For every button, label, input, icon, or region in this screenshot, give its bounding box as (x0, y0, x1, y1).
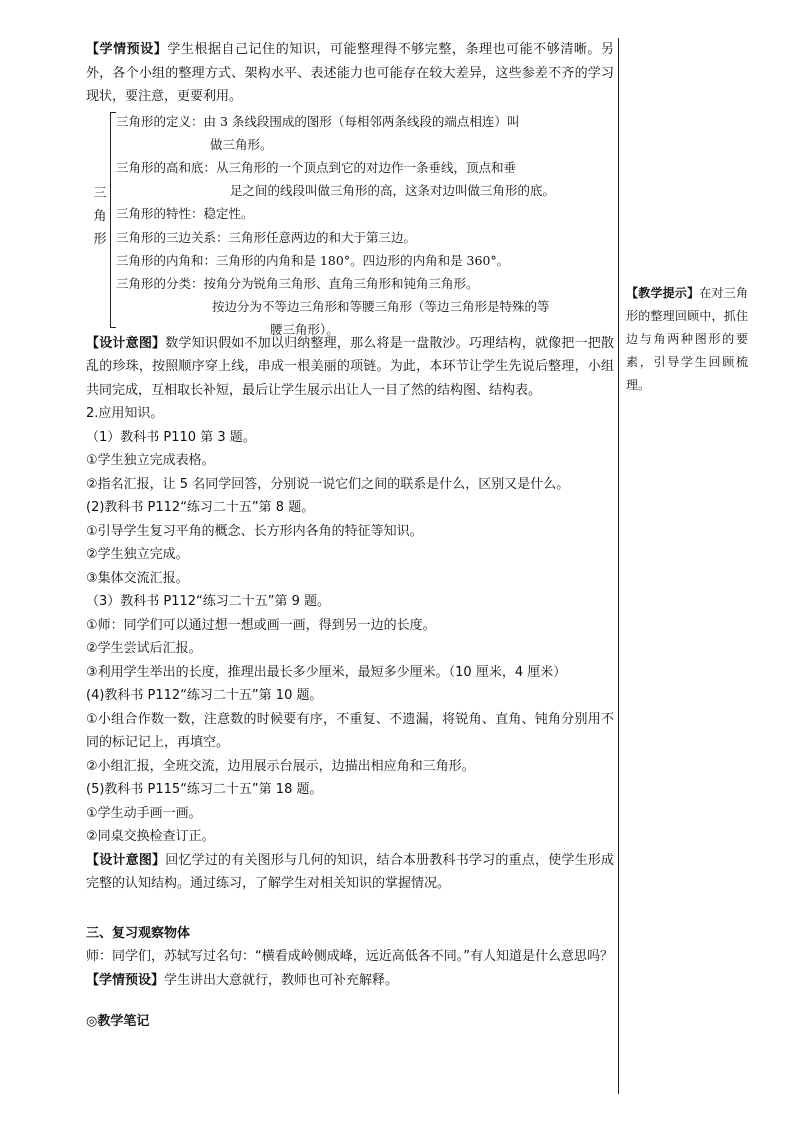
line: ①小组合作数一数，注意数的时候要有序，不重复、不遗漏，将锐角、直角、钝角分别用不同的标记记上，再填空。 (86, 711, 614, 750)
line: ②学生尝试后汇报。 (86, 641, 202, 656)
line: ③集体交流汇报。 (86, 570, 189, 586)
line: （1）教科书 P110 第 3 题。 (86, 429, 256, 445)
text-design-intent: 数学知识假如不加以归纳整理，那么将是一盘散沙。巧理结构，就像把一把散乱的珍珠，按照顺序穿上线，串成一根美丽的项链。为此，本环节让学生先说后整理，小组共同完成，互相取长补短，最后让学生展示出让人一目了然的结构图、结构表。 (86, 335, 614, 398)
triangle-knowledge-tree (86, 110, 614, 338)
tree-line: 足之间的线段叫做三角形的高，这条对边叫做三角形的底。 (230, 183, 556, 199)
line: (4)教科书 P112“练习二十五”第 10 题。 (86, 688, 323, 703)
tree-line: 三角形的三边关系：三角形任意两边的和大于第三边。 (116, 229, 417, 245)
tree-line: 三角形的内角和：三角形的内角和是 180°。四边形的内角和是 360°。 (116, 252, 510, 268)
tree-line: 腰三角形）。 (270, 322, 339, 338)
tree-line: 三角形的特性：稳定性。 (116, 206, 254, 222)
section-heading: 三、复习观察物体 (86, 925, 191, 941)
sidebar-teaching-tip (626, 282, 748, 397)
tree-line: 三角形的定义：由 3 条线段围成的图形（每相邻两条线段的端点相连）叫 (116, 113, 520, 129)
margin-divider (618, 38, 619, 1094)
text-student-preview: 学生讲出大意就行，教师也可补充解释。 (164, 972, 399, 988)
sidebar-tag: 【教学提示】 (626, 286, 700, 300)
tag-design-intent: 【设计意图】 (86, 852, 166, 868)
line: ②指名汇报，让 5 名同学回答，分别说一说它们之间的联系是什么，区别又是什么。 (86, 476, 570, 492)
spacer (86, 896, 614, 922)
line: ②学生独立完成。 (86, 547, 189, 562)
tree-line: 三角形的高和底：从三角形的一个顶点到它的对边作一条垂线，顶点和垂 (116, 159, 517, 175)
tree-line: 做三角形。 (210, 136, 273, 152)
line: ②同桌交换检查订正。 (86, 829, 215, 844)
tree-line: 三角形的分类：按角分为锐角三角形、直角三角形和钝角三角形。 (116, 275, 479, 291)
line: (5)教科书 P115“练习二十五”第 18 题。 (86, 782, 323, 797)
line: ①师：同学们可以通过想一想或画一画，得到另一边的长度。 (86, 617, 436, 633)
line: （3）教科书 P112“练习二十五”第 9 题。 (86, 594, 331, 609)
line: ③利用学生举出的长度，推理出最长多少厘米，最短多少厘米。（10 厘米，4 厘米） (86, 664, 567, 680)
line: 2.应用知识。 (86, 406, 164, 421)
tag-design-intent: 【设计意图】 (86, 335, 166, 351)
line: ①引导学生复习平角的概念、长方形内各角的特征等知识。 (86, 523, 423, 539)
line: ①学生独立完成表格。 (86, 453, 215, 468)
tag-student-preview: 【学情预设】 (86, 972, 165, 988)
paragraph-design-intent-1 (86, 332, 614, 403)
line: (2)教科书 P112“练习二十五”第 8 题。 (86, 500, 315, 515)
text-design-intent: 回忆学过的有关图形与几何的知识，结合本册教科书学习的重点，使学生形成完整的认知结构。通过练习，了解学生对相关知识的掌握情况。 (86, 852, 614, 891)
tree-title: 三角形 (93, 185, 107, 247)
line: ①学生动手画一画。 (86, 805, 202, 821)
spacer (86, 992, 614, 1010)
paragraph-student-preview (86, 38, 614, 109)
tag-student-preview: 【学情预设】 (86, 42, 168, 57)
teaching-notes-heading: ◎教学笔记 (86, 1014, 150, 1029)
paragraph-student-preview-2 (86, 969, 614, 993)
line: ②小组汇报，全班交流，边用展示台展示，边描出相应角和三角形。 (86, 758, 475, 774)
tree-lines (116, 110, 616, 342)
paragraph-design-intent-2 (86, 849, 614, 896)
sidebar-text: 在对三角形的整理回顾中，抓住边与角两种图形的要素，引导学生回顾梳理。 (626, 286, 748, 392)
text-student-preview: 学生根据自己记住的知识，可能整理得不够完整，条理也可能不够清晰。另外，各个小组的整理方式、架构水平、表述能力也可能存在较大差异，这些参差不齐的学习现状，要注意，更要利用。 (86, 42, 614, 104)
tree-line: 按边分为不等边三角形和等腰三角形（等边三角形是特殊的等 (212, 299, 550, 315)
line: 师：同学们，苏轼写过名句：“横看成岭侧成峰，远近高低各不同。”有人知道是什么意思吗？ (86, 949, 613, 964)
main-column (86, 38, 614, 1034)
